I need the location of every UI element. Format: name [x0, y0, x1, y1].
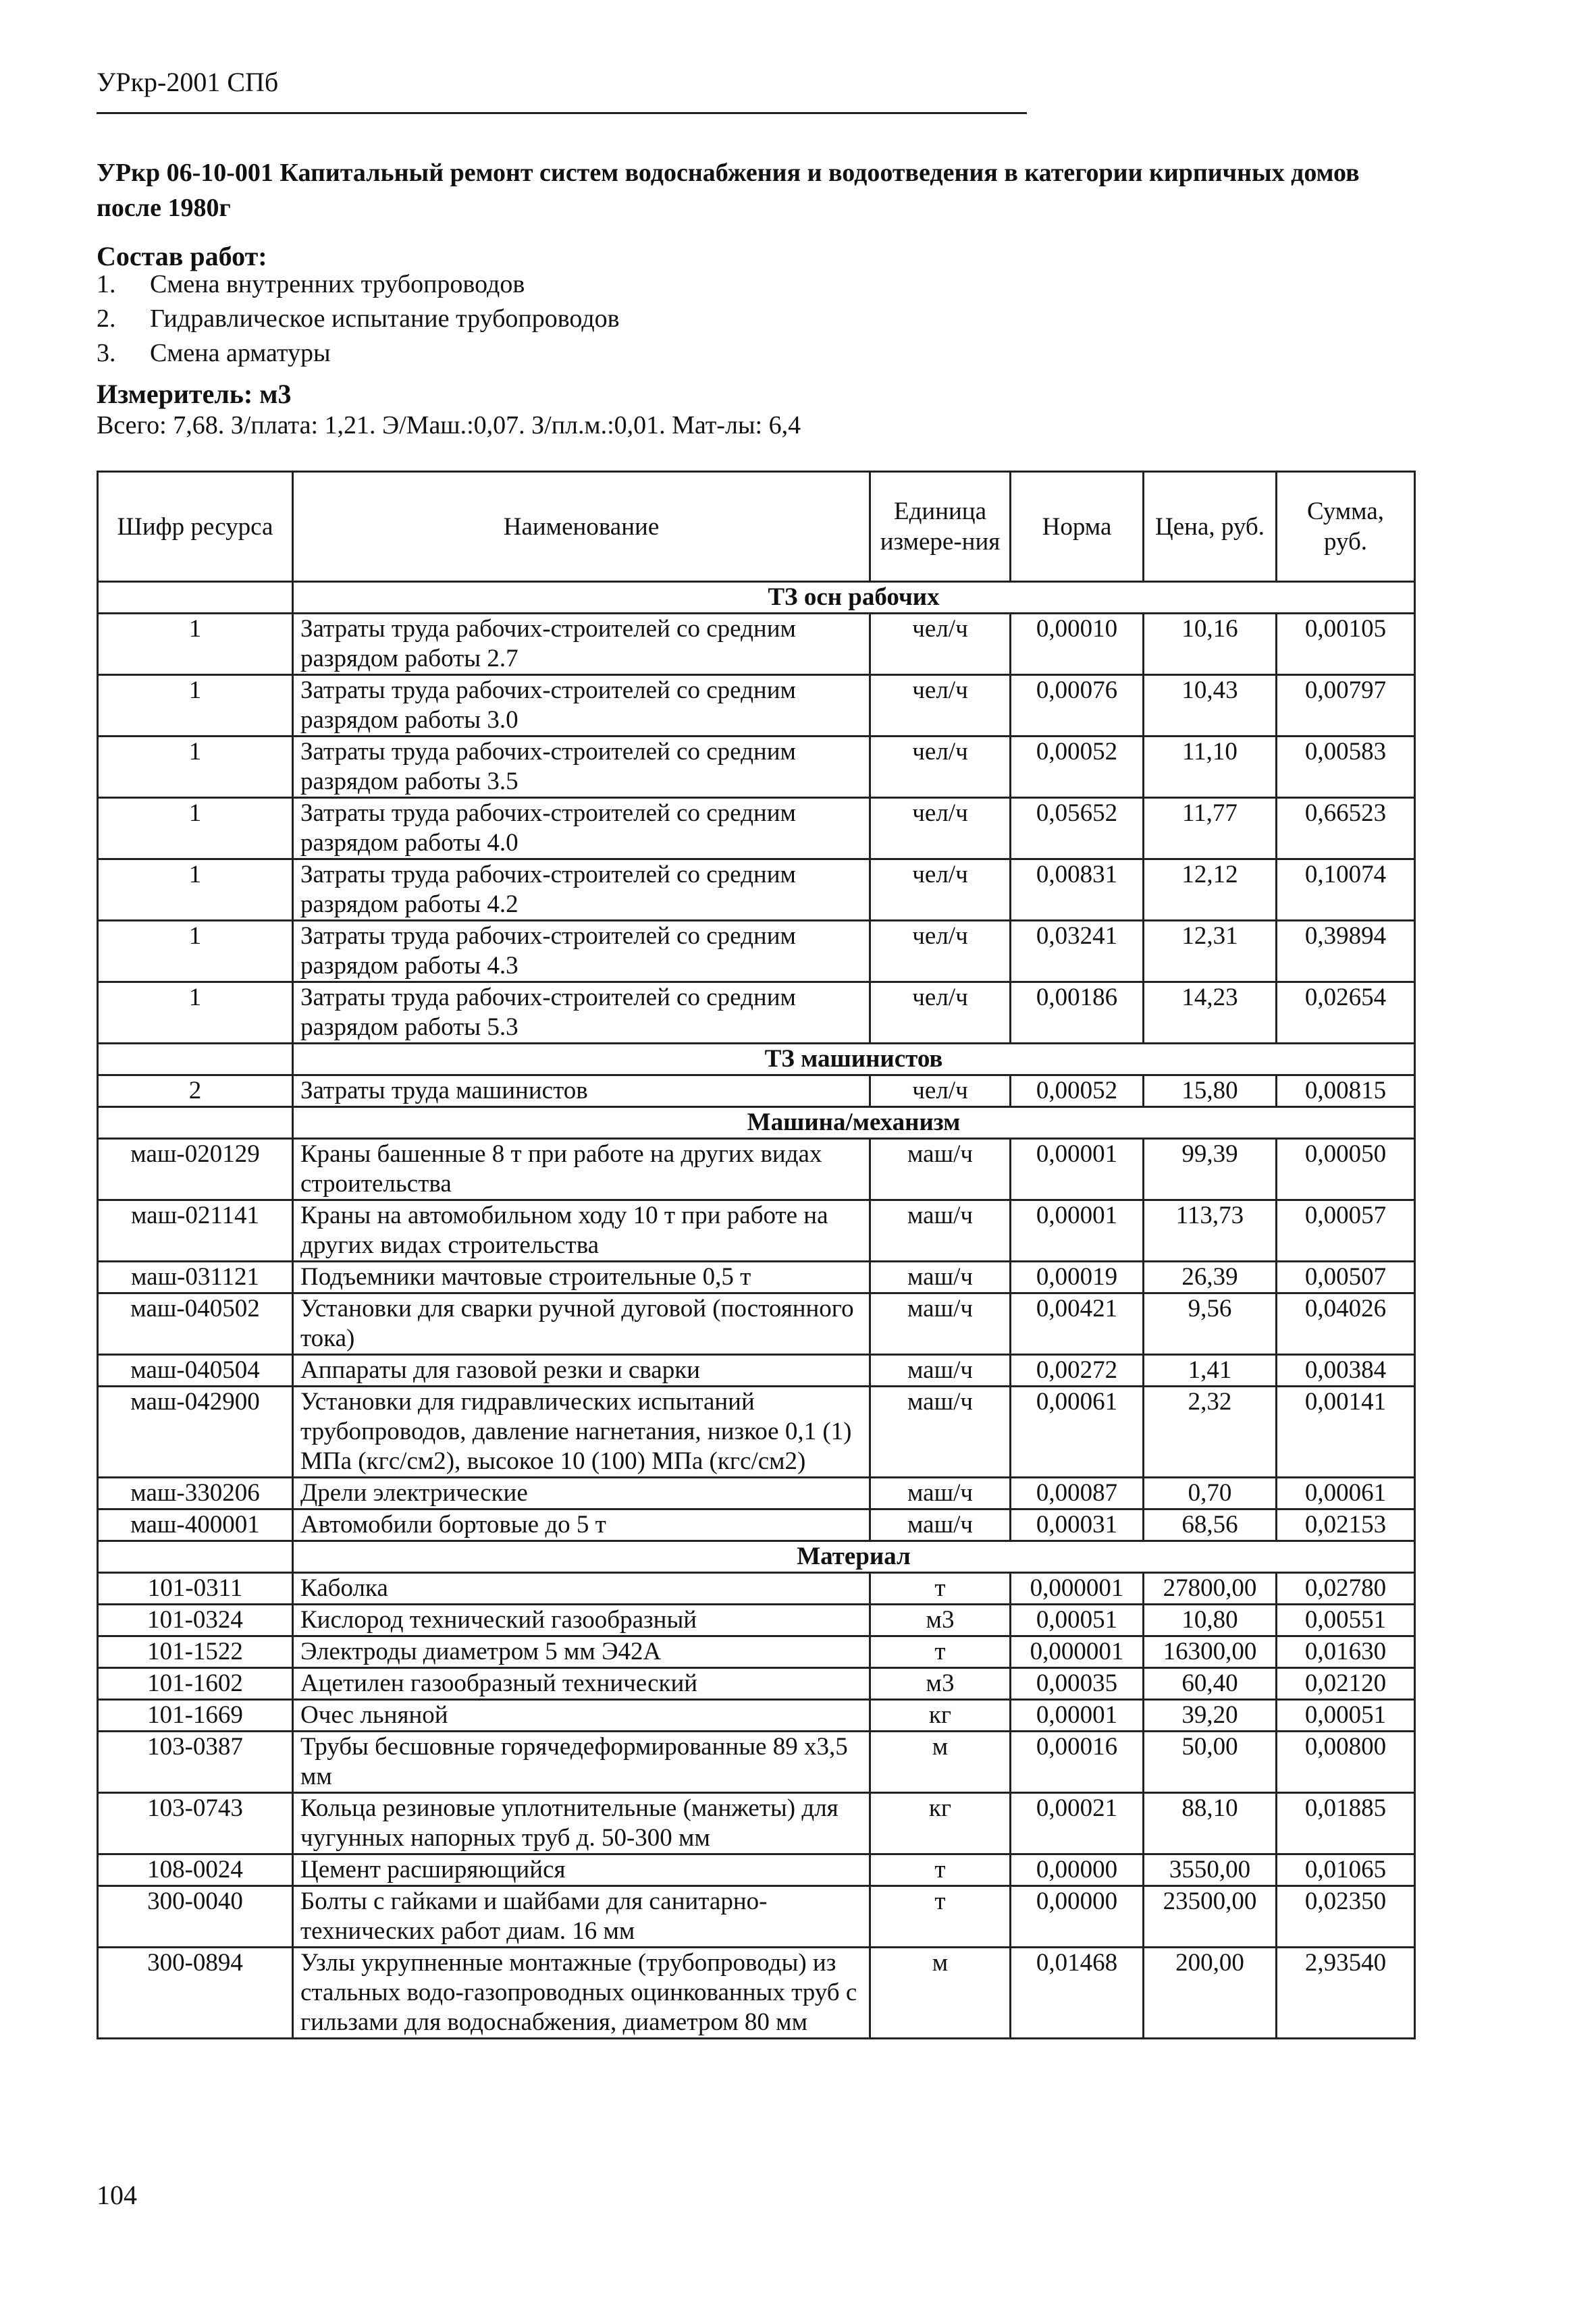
table-row — [98, 1886, 1415, 1948]
section-title: Машина/механизм — [293, 1107, 1415, 1139]
cell-unit: м — [870, 1948, 1011, 2039]
cell-price: 50,00 — [1144, 1732, 1277, 1793]
cell-price: 23500,00 — [1144, 1886, 1277, 1948]
cell-sum: 0,39894 — [1277, 921, 1415, 982]
section-empty-cell — [98, 1107, 293, 1139]
cell-code: 103-0743 — [98, 1793, 293, 1854]
list-item-text: Смена арматуры — [150, 339, 331, 367]
cell-unit: маш/ч — [870, 1509, 1011, 1541]
cell-unit: маш/ч — [870, 1200, 1011, 1262]
list-item-number: 3. — [97, 339, 116, 367]
cell-name: Болты с гайками и шайбами для санитарно-технических работ диам. 16 мм — [293, 1886, 870, 1948]
table-row — [98, 675, 1415, 737]
section-empty-cell — [98, 1541, 293, 1573]
cell-code: маш-040502 — [98, 1293, 293, 1355]
cell-code: 101-0324 — [98, 1605, 293, 1636]
cell-name: Затраты труда рабочих-строителей со средним разрядом работы 5.3 — [293, 982, 870, 1044]
cell-norm: 0,00001 — [1011, 1700, 1144, 1732]
cell-name: Автомобили бортовые до 5 т — [293, 1509, 870, 1541]
cell-price: 99,39 — [1144, 1139, 1277, 1200]
table-row — [98, 1200, 1415, 1262]
cell-sum: 0,00050 — [1277, 1139, 1415, 1200]
table-row — [98, 921, 1415, 982]
cell-unit: маш/ч — [870, 1478, 1011, 1509]
cell-sum: 0,01065 — [1277, 1854, 1415, 1886]
cell-unit: т — [870, 1886, 1011, 1948]
cell-name: Краны башенные 8 т при работе на других видах строительства — [293, 1139, 870, 1200]
cell-sum: 0,00800 — [1277, 1732, 1415, 1793]
cell-sum: 0,00583 — [1277, 737, 1415, 798]
cell-name: Аппараты для газовой резки и сварки — [293, 1355, 870, 1387]
header-name: Наименование — [293, 472, 870, 582]
header-code: Шифр ресурса — [98, 472, 293, 582]
cell-sum: 0,00141 — [1277, 1387, 1415, 1478]
table-row — [98, 982, 1415, 1044]
list-item-text: Гидравлическое испытание трубопроводов — [150, 304, 620, 333]
cell-unit: т — [870, 1636, 1011, 1668]
cell-norm: 0,00031 — [1011, 1509, 1144, 1541]
cell-sum: 0,02120 — [1277, 1668, 1415, 1700]
cell-norm: 0,00021 — [1011, 1793, 1144, 1854]
list-item — [97, 302, 620, 336]
totals-line: Всего: 7,68. З/плата: 1,21. Э/Маш.:0,07. З/пл.м.:0,01. Мат-лы: 6,4 — [97, 411, 801, 439]
cell-sum: 0,02350 — [1277, 1886, 1415, 1948]
header-rule — [97, 112, 1027, 114]
cell-name: Затраты труда рабочих-строителей со средним разрядом работы 4.3 — [293, 921, 870, 982]
cell-name: Дрели электрические — [293, 1478, 870, 1509]
cell-price: 0,70 — [1144, 1478, 1277, 1509]
cell-norm: 0,00052 — [1011, 1075, 1144, 1107]
section-title: ТЗ машинистов — [293, 1044, 1415, 1075]
header-norm: Норма — [1011, 472, 1144, 582]
table-row — [98, 1478, 1415, 1509]
cell-name: Кислород технический газообразный — [293, 1605, 870, 1636]
cell-norm: 0,00035 — [1011, 1668, 1144, 1700]
table-row — [98, 1793, 1415, 1854]
composition-label: Состав работ: — [97, 241, 267, 271]
cell-price: 9,56 — [1144, 1293, 1277, 1355]
cell-name: Очес льняной — [293, 1700, 870, 1732]
cell-norm: 0,00016 — [1011, 1732, 1144, 1793]
cell-sum: 0,00057 — [1277, 1200, 1415, 1262]
section-empty-cell — [98, 582, 293, 614]
cell-unit: кг — [870, 1793, 1011, 1854]
cell-code: 101-1602 — [98, 1668, 293, 1700]
cell-code: маш-042900 — [98, 1387, 293, 1478]
table-row — [98, 1732, 1415, 1793]
cell-price: 3550,00 — [1144, 1854, 1277, 1886]
table-row — [98, 1355, 1415, 1387]
cell-price: 14,23 — [1144, 982, 1277, 1044]
cell-sum: 0,02654 — [1277, 982, 1415, 1044]
cell-norm: 0,03241 — [1011, 921, 1144, 982]
cell-unit: т — [870, 1573, 1011, 1605]
list-item — [97, 336, 620, 371]
table-row — [98, 1573, 1415, 1605]
page-number: 104 — [97, 2180, 137, 2210]
list-item-text: Смена внутренних трубопроводов — [150, 270, 525, 298]
cell-norm: 0,00272 — [1011, 1355, 1144, 1387]
cell-norm: 0,00076 — [1011, 675, 1144, 737]
list-item-number: 2. — [97, 304, 116, 333]
cell-name: Электроды диаметром 5 мм Э42А — [293, 1636, 870, 1668]
cell-code: 108-0024 — [98, 1854, 293, 1886]
cell-price: 60,40 — [1144, 1668, 1277, 1700]
cell-code: 101-0311 — [98, 1573, 293, 1605]
cell-norm: 0,01468 — [1011, 1948, 1144, 2039]
cell-sum: 0,66523 — [1277, 798, 1415, 859]
cell-price: 1,41 — [1144, 1355, 1277, 1387]
header-sum: Сумма, руб. — [1277, 472, 1415, 582]
cell-name: Установки для гидравлических испытаний трубопроводов, давление нагнетания, низкое 0,1 (1) МПа (кгс/см2), высокое 10 (100) МПа (кгс/см2) — [293, 1387, 870, 1478]
cell-unit: т — [870, 1854, 1011, 1886]
cell-norm: 0,00010 — [1011, 614, 1144, 675]
cell-norm: 0,00001 — [1011, 1200, 1144, 1262]
cell-price: 11,10 — [1144, 737, 1277, 798]
cell-code: 1 — [98, 737, 293, 798]
cell-price: 88,10 — [1144, 1793, 1277, 1854]
cell-code: 1 — [98, 798, 293, 859]
table-row — [98, 1139, 1415, 1200]
table-row — [98, 1668, 1415, 1700]
cell-unit: маш/ч — [870, 1262, 1011, 1293]
cell-code: 1 — [98, 859, 293, 921]
cell-price: 68,56 — [1144, 1509, 1277, 1541]
table-row — [98, 1509, 1415, 1541]
cell-name: Цемент расширяющийся — [293, 1854, 870, 1886]
cell-norm: 0,00051 — [1011, 1605, 1144, 1636]
cell-price: 12,31 — [1144, 921, 1277, 982]
cell-unit: м3 — [870, 1605, 1011, 1636]
section-title: ТЗ осн рабочих — [293, 582, 1415, 614]
cell-name: Установки для сварки ручной дуговой (постоянного тока) — [293, 1293, 870, 1355]
table-row — [98, 1075, 1415, 1107]
cell-norm: 0,00087 — [1011, 1478, 1144, 1509]
cell-sum: 0,00551 — [1277, 1605, 1415, 1636]
cell-code: маш-400001 — [98, 1509, 293, 1541]
cell-sum: 0,02153 — [1277, 1509, 1415, 1541]
cell-unit: чел/ч — [870, 1075, 1011, 1107]
cell-unit: маш/ч — [870, 1293, 1011, 1355]
cell-name: Краны на автомобильном ходу 10 т при работе на других видах строительства — [293, 1200, 870, 1262]
cell-code: 101-1669 — [98, 1700, 293, 1732]
cell-norm: 0,05652 — [1011, 798, 1144, 859]
cell-sum: 0,00507 — [1277, 1262, 1415, 1293]
cell-name: Затраты труда машинистов — [293, 1075, 870, 1107]
cell-norm: 0,00001 — [1011, 1139, 1144, 1200]
cell-code: 1 — [98, 921, 293, 982]
cell-code: маш-021141 — [98, 1200, 293, 1262]
cell-price: 10,43 — [1144, 675, 1277, 737]
cell-unit: маш/ч — [870, 1139, 1011, 1200]
cell-price: 12,12 — [1144, 859, 1277, 921]
cell-sum: 2,93540 — [1277, 1948, 1415, 2039]
cell-code: маш-040504 — [98, 1355, 293, 1387]
cell-price: 27800,00 — [1144, 1573, 1277, 1605]
cell-code: 103-0387 — [98, 1732, 293, 1793]
document-title: УРкр 06-10-001 Капитальный ремонт систем водоснабжения и водоотведения в категории кирпичных домов после 1980г — [97, 159, 1360, 222]
cell-unit: чел/ч — [870, 798, 1011, 859]
cell-name: Подъемники мачтовые строительные 0,5 т — [293, 1262, 870, 1293]
table-row — [98, 859, 1415, 921]
section-title: Материал — [293, 1541, 1415, 1573]
cell-name: Ацетилен газообразный технический — [293, 1668, 870, 1700]
running-head: УРкр-2001 СПб — [97, 67, 279, 97]
cell-code: 300-0894 — [98, 1948, 293, 2039]
cell-sum: 0,01885 — [1277, 1793, 1415, 1854]
cell-name: Узлы укрупненные монтажные (трубопроводы) из стальных водо-газопроводных оцинкованных труб с гильзами для водоснабжения, диаметром 80 мм — [293, 1948, 870, 2039]
cell-sum: 0,00797 — [1277, 675, 1415, 737]
cell-norm: 0,000001 — [1011, 1636, 1144, 1668]
cell-sum: 0,00051 — [1277, 1700, 1415, 1732]
table-row — [98, 1605, 1415, 1636]
cell-price: 16300,00 — [1144, 1636, 1277, 1668]
cell-price: 39,20 — [1144, 1700, 1277, 1732]
cell-sum: 0,00384 — [1277, 1355, 1415, 1387]
section-row — [98, 582, 1415, 614]
table-row — [98, 1293, 1415, 1355]
cell-price: 10,80 — [1144, 1605, 1277, 1636]
section-row — [98, 1541, 1415, 1573]
table-row — [98, 1700, 1415, 1732]
cell-code: 1 — [98, 982, 293, 1044]
cell-norm: 0,00019 — [1011, 1262, 1144, 1293]
cell-norm: 0,00000 — [1011, 1886, 1144, 1948]
cell-name: Затраты труда рабочих-строителей со средним разрядом работы 4.2 — [293, 859, 870, 921]
table-row — [98, 737, 1415, 798]
cell-name: Трубы бесшовные горячедеформированные 89 х3,5 мм — [293, 1732, 870, 1793]
cell-norm: 0,00186 — [1011, 982, 1144, 1044]
section-row — [98, 1044, 1415, 1075]
cell-unit: чел/ч — [870, 921, 1011, 982]
section-row — [98, 1107, 1415, 1139]
cell-unit: маш/ч — [870, 1387, 1011, 1478]
table-header-row — [98, 472, 1415, 582]
cell-price: 2,32 — [1144, 1387, 1277, 1478]
table-body — [98, 582, 1415, 2039]
cell-norm: 0,00831 — [1011, 859, 1144, 921]
meter-line: Измеритель: м3 — [97, 379, 292, 409]
cell-sum: 0,02780 — [1277, 1573, 1415, 1605]
cell-name: Затраты труда рабочих-строителей со средним разрядом работы 3.0 — [293, 675, 870, 737]
list-item — [97, 267, 620, 302]
cell-sum: 0,04026 — [1277, 1293, 1415, 1355]
cell-sum: 0,00815 — [1277, 1075, 1415, 1107]
cell-sum: 0,00061 — [1277, 1478, 1415, 1509]
header-price: Цена, руб. — [1144, 472, 1277, 582]
cell-price: 11,77 — [1144, 798, 1277, 859]
cell-unit: м — [870, 1732, 1011, 1793]
cell-norm: 0,00421 — [1011, 1293, 1144, 1355]
cell-price: 15,80 — [1144, 1075, 1277, 1107]
cell-code: 1 — [98, 675, 293, 737]
table-row — [98, 1387, 1415, 1478]
table-row — [98, 1636, 1415, 1668]
cell-unit: чел/ч — [870, 675, 1011, 737]
cell-norm: 0,00052 — [1011, 737, 1144, 798]
cell-price: 10,16 — [1144, 614, 1277, 675]
cell-unit: чел/ч — [870, 614, 1011, 675]
cell-price: 200,00 — [1144, 1948, 1277, 2039]
cell-name: Затраты труда рабочих-строителей со средним разрядом работы 4.0 — [293, 798, 870, 859]
resources-table — [97, 471, 1416, 2039]
cell-code: маш-330206 — [98, 1478, 293, 1509]
cell-code: маш-031121 — [98, 1262, 293, 1293]
cell-unit: кг — [870, 1700, 1011, 1732]
cell-name: Затраты труда рабочих-строителей со средним разрядом работы 2.7 — [293, 614, 870, 675]
section-empty-cell — [98, 1044, 293, 1075]
cell-price: 113,73 — [1144, 1200, 1277, 1262]
cell-sum: 0,10074 — [1277, 859, 1415, 921]
cell-code: маш-020129 — [98, 1139, 293, 1200]
table-row — [98, 798, 1415, 859]
cell-norm: 0,00061 — [1011, 1387, 1144, 1478]
cell-sum: 0,00105 — [1277, 614, 1415, 675]
cell-norm: 0,00000 — [1011, 1854, 1144, 1886]
cell-name: Каболка — [293, 1573, 870, 1605]
works-list — [97, 267, 620, 371]
table-row — [98, 1948, 1415, 2039]
table-row — [98, 1262, 1415, 1293]
cell-code: 101-1522 — [98, 1636, 293, 1668]
cell-code: 2 — [98, 1075, 293, 1107]
cell-norm: 0,000001 — [1011, 1573, 1144, 1605]
cell-unit: м3 — [870, 1668, 1011, 1700]
cell-sum: 0,01630 — [1277, 1636, 1415, 1668]
cell-name: Затраты труда рабочих-строителей со средним разрядом работы 3.5 — [293, 737, 870, 798]
header-unit: Единица измере-ния — [870, 472, 1011, 582]
cell-name: Кольца резиновые уплотнительные (манжеты) для чугунных напорных труб д. 50-300 мм — [293, 1793, 870, 1854]
list-item-number: 1. — [97, 270, 116, 298]
cell-unit: чел/ч — [870, 859, 1011, 921]
cell-price: 26,39 — [1144, 1262, 1277, 1293]
table-row — [98, 1854, 1415, 1886]
cell-code: 1 — [98, 614, 293, 675]
cell-unit: маш/ч — [870, 1355, 1011, 1387]
cell-code: 300-0040 — [98, 1886, 293, 1948]
cell-unit: чел/ч — [870, 982, 1011, 1044]
table-row — [98, 614, 1415, 675]
cell-unit: чел/ч — [870, 737, 1011, 798]
